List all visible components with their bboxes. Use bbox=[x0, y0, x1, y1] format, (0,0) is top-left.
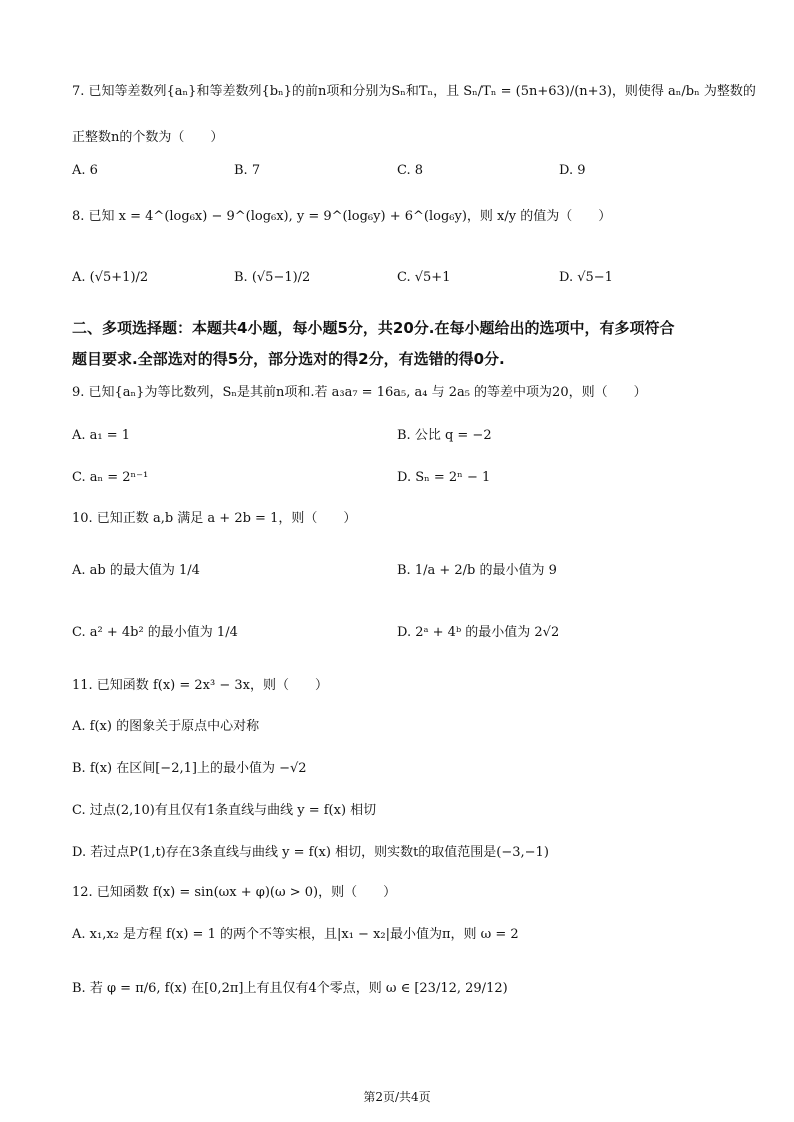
q9-option-b: B. 公比 q = −2 bbox=[397, 428, 492, 443]
q9-option-d: D. Sₙ = 2ⁿ − 1 bbox=[397, 470, 491, 485]
q12-option-b: B. 若 φ = π/6, f(x) 在[0,2π]上有且仅有4个零点，则 ω ∈ [23/12, 29/12) bbox=[72, 981, 508, 996]
q10-option-a: A. ab 的最大值为 1/4 bbox=[72, 563, 200, 578]
q11-option-d: D. 若过点P(1,t)存在3条直线与曲线 y = f(x) 相切，则实数t的取值范围是(−3,−1) bbox=[72, 845, 549, 860]
page-footer: 第2页/共4页 bbox=[363, 1090, 431, 1104]
q10-option-c: C. a² + 4b² 的最小值为 1/4 bbox=[72, 625, 238, 640]
q10-stem: 10. 已知正数 a,b 满足 a + 2b = 1，则（ ） bbox=[72, 511, 357, 526]
q10-option-d: D. 2ᵃ + 4ᵇ 的最小值为 2√2 bbox=[397, 625, 560, 640]
q7-stem-cont: 正整数n的个数为（ ） bbox=[72, 130, 224, 145]
q8-stem: 8. 已知 x = 4^(log₆x) − 9^(log₆x), y = 9^(log₆y) + 6^(log₆y)，则 x/y 的值为（ ） bbox=[72, 209, 612, 224]
q12-option-a: A. x₁,x₂ 是方程 f(x) = 1 的两个不等实根，且|x₁ − x₂|最小值为π，则 ω = 2 bbox=[72, 927, 519, 942]
q7-stem: 7. 已知等差数列{aₙ}和等差数列{bₙ}的前n项和分别为Sₙ和Tₙ，且 Sₙ/Tₙ = (5n+63)/(n+3)，则使得 aₙ/bₙ 为整数的 bbox=[72, 84, 756, 99]
q7-option-d: D. 9 bbox=[559, 163, 586, 178]
q7-option-a: A. 6 bbox=[72, 163, 98, 178]
q11-option-b: B. f(x) 在区间[−2,1]上的最小值为 −√2 bbox=[72, 761, 307, 776]
section2-heading-line1: 二、多项选择题：本题共4小题，每小题5分，共20分.在每小题给出的选项中，有多项符合 bbox=[72, 319, 675, 337]
q8-option-d: D. √5−1 bbox=[559, 270, 613, 285]
q8-option-a: A. (√5+1)/2 bbox=[72, 270, 149, 285]
q9-stem: 9. 已知{aₙ}为等比数列，Sₙ是其前n项和.若 a₃a₇ = 16a₅, a₄ 与 2a₅ 的等差中项为20，则（ ） bbox=[72, 385, 647, 400]
q11-option-c: C. 过点(2,10)有且仅有1条直线与曲线 y = f(x) 相切 bbox=[72, 803, 377, 818]
q10-option-b: B. 1/a + 2/b 的最小值为 9 bbox=[397, 563, 557, 578]
q9-option-c: C. aₙ = 2ⁿ⁻¹ bbox=[72, 470, 149, 485]
section2-heading-line2: 题目要求.全部选对的得5分，部分选对的得2分，有选错的得0分. bbox=[72, 350, 505, 368]
q8-option-b: B. (√5−1)/2 bbox=[234, 270, 311, 285]
q8-option-c: C. √5+1 bbox=[397, 270, 451, 285]
q11-stem: 11. 已知函数 f(x) = 2x³ − 3x，则（ ） bbox=[72, 678, 328, 693]
q12-stem: 12. 已知函数 f(x) = sin(ωx + φ)(ω > 0)，则（ ） bbox=[72, 885, 397, 900]
q7-option-c: C. 8 bbox=[397, 163, 424, 178]
q11-option-a: A. f(x) 的图象关于原点中心对称 bbox=[72, 719, 260, 734]
q7-option-b: B. 7 bbox=[234, 163, 261, 178]
q9-option-a: A. a₁ = 1 bbox=[72, 428, 131, 443]
